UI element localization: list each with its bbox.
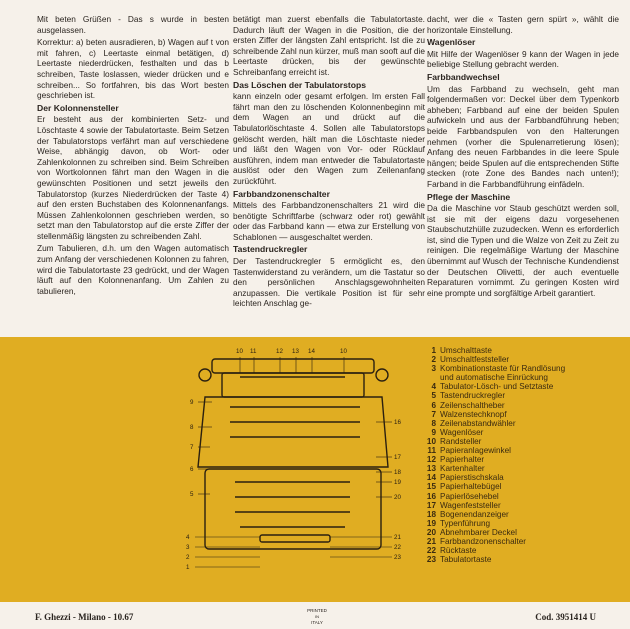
typewriter-outline (198, 359, 388, 549)
legend-item: 8 Zeilenabstandwähler (431, 418, 516, 428)
legend-item: 16 Papierlösehebel (426, 491, 499, 501)
paragraph: Um das Farbband zu wechseln, geht man folgendermaßen vor: Deckel über dem Typenkorb abheben; Farbband auf eine der beiden Spulen aufwickeln und aus der Farbbandführung heben; beide Farbbandspulen von den Halterungen nehmen (vorher die Spulenarretierung lösen); Anfang des neuen Farbbandes in die leere Spule hängen; beide Spulen auf die entsprechenden Stifte stecken (rote Zone des Bandes nach unten!); Farband in die Farbbandführung einfädeln. (427, 83, 619, 189)
legend-item: 23 Tabulatortaste (426, 555, 492, 565)
legend-item: 20 Abnehmbarer Deckel (426, 527, 517, 537)
callout-top-3: 12 (276, 348, 283, 355)
paragraph: dacht, wer die « Tasten gern spürt », wählt die horizontale Einstellung. (427, 14, 619, 35)
text-column-1 (37, 14, 229, 298)
paragraph: kann einzeln oder gesamt erfolgen. Im ersten Fall fährt man den zu löschenden Kolonnenbeginn mit dem Wagen an und drückt auf die Tabulatorlöschtaste 4. Sollen alle Tabulatorstops gelöscht werden, hält man die Löschtaste nieder und läßt den Wagen von Vor- oder Rücklauf ausführen, indem man entweder die Tabulatortaste auslöst oder den Wagen zum Zeilenanfang zurückführt. (233, 91, 425, 186)
legend-item: 19 Typenführung (426, 518, 491, 528)
typewriter-diagram (0, 337, 420, 602)
section-heading: Pflege der Maschine (427, 191, 511, 202)
text-column-3 (427, 14, 619, 300)
legend-item: 4 Tabulator-Lösch- und Setztaste (431, 382, 554, 392)
callout-right-3: 18 (394, 469, 401, 476)
legend-item: 9 Wagenlöser (431, 427, 484, 437)
callout-top-4: 13 (292, 348, 299, 355)
callout-bottom-right-1: 21 (394, 534, 401, 541)
text-column-2 (233, 14, 425, 311)
callout-left-5: 5 (190, 491, 194, 498)
legend-item: 11 Papieranlagewinkel (427, 446, 512, 456)
paragraph: Mit beten Grüßen - Das s wurde in besten ausgelassen. (37, 14, 229, 35)
stamp-text-top: PRINTED (307, 608, 327, 613)
section-heading: Farbbandzonenschalter (233, 188, 330, 199)
callout-top-5: 14 (308, 348, 315, 355)
legend-item (422, 564, 565, 573)
callout-right-2: 17 (394, 454, 401, 461)
callout-bottom-left-4: 1 (186, 564, 190, 571)
legend-item: 10 Randsteller (426, 436, 482, 446)
callout-bottom-right-2: 22 (394, 544, 401, 551)
section-heading: Tastendruckregler (233, 244, 308, 255)
callout-bottom-right-3: 23 (394, 554, 401, 561)
diagram-panel (0, 337, 630, 602)
parts-legend (422, 346, 565, 573)
paragraph: Da die Maschine vor Staub geschützt werden soll, ist sie mit der eigens dazu vorgesehenen Staubschutzhülle zuzudecken. Wenn es erforderlich ist, sind die Typen und die Walze von Zeit zu Zeit zu reinigen. Die regelmäßige Wartung der Maschine übernimmt auf Wusch der Technische Kundendienst der Deutschen Olivetti, der auch eventuelle Reparaturen vornimmt. Zu geringen Kosten wird eine prompte und sorgfältige Arbeit garantiert. (427, 203, 619, 298)
legend-item: 3 Kombinationstaste für Randlösung (431, 364, 566, 374)
legend-item: 22 Rücktaste (426, 546, 477, 556)
callout-right-5: 20 (394, 494, 401, 501)
diagram-numbers (186, 348, 401, 571)
callout-left-2: 8 (190, 424, 194, 431)
legend-item: 12 Papierhalter (426, 455, 485, 465)
callout-top-1: 10 (236, 348, 243, 355)
footer (0, 602, 630, 629)
stamp-text-mid: IN (315, 614, 319, 619)
callout-left-4: 6 (190, 466, 194, 473)
paragraph: betätigt man zuerst ebenfalls die Tabulatortaste. Dadurch läuft der Wagen in die Position, die der ersten Ziffer der längsten Zahl entspricht. Ist die zu schreibende Zahl nun kürzer, muß man sooft auf die Leertaste drücken, bis der gewünschte Schreibanfang erreicht ist. (233, 14, 425, 77)
paragraph: Er besteht aus der kombinierten Setz- und Löschtaste 4 sowie der Tabulatortaste. Beim Setzen der Tabulatorstops verfährt man auf verschiedene Weise, abhängig davon, ob Wort- oder Zahlenkolonnen zu schreiben sind. Beim Schreiben von Wortkolonnen fährt man den Wagen in die gewünschten Positionen und setzt jeweils den Tabulatorstop (kurzes Niederdrücken der Taste 4) auf den ersten Buchstaben des Kolonnenanfangs. Müssen Zahlenkolonnen geschrieben werden, so setzt man den Tabulatorstop auf die erste Ziffer der stellenmäßig längsten zu schreibenden Zahl. (37, 114, 229, 241)
callout-bottom-left-2: 3 (186, 544, 190, 551)
callout-top-6: 10 (340, 348, 347, 355)
section-heading: Das Löschen der Tabulatorstops (233, 79, 367, 90)
printer-credit: F. Ghezzi - Milano - 10.67 (35, 612, 134, 622)
callout-left-1: 9 (190, 399, 194, 406)
callout-bottom-left-3: 2 (186, 554, 190, 561)
legend-item: 15 Papierhaltebügel (426, 482, 502, 492)
section-heading: Der Kolonnensteller (37, 102, 119, 113)
callout-bottom-left-1: 4 (186, 534, 190, 541)
legend-item: 6 Zeilenschaltheber (431, 400, 505, 410)
legend-item: 18 Bogenendanzeiger (426, 509, 509, 519)
legend-item: 1 Umschalttaste (431, 346, 492, 355)
document-code: Cod. 3951414 U (535, 612, 596, 622)
stamp-text-bottom: ITALY (311, 620, 323, 625)
legend-item: 7 Walzenstechknopf (431, 409, 507, 419)
section-heading: Farbbandwechsel (427, 71, 500, 82)
paragraph: Mittels des Farbbandzonenschalters 21 wird die benötigte Schriftfarbe (schwarz oder rot) gewählt oder das Farbband kann — etwa zur Erstellung von Schablonen — ausgeschaltet werden. (233, 200, 425, 242)
callout-top-2: 11 (250, 348, 257, 355)
legend-item: 2 Umschaltfeststeller (431, 355, 510, 365)
section-heading: Wagenlöser (427, 37, 476, 48)
legend-item: 21 Farbbandzonenschalter (426, 536, 527, 546)
legend-item: 13 Kartenhalter (426, 464, 485, 474)
paragraph: Der Tastendruckregler 5 ermöglicht es, den Tastenwiderstand zu verändern, um die Tastatur so den persönlichen Anschlagsgewohnheiten anzupassen. Die vertikale Position ist für sehr leichten Anschlag ge- (233, 256, 425, 309)
legend-item: 5 Tastendruckregler (431, 391, 506, 401)
legend-item: 17 Wagenfeststeller (426, 500, 501, 510)
legend-item: und automatische Einrückung (440, 373, 548, 383)
printed-in-italy-stamp (298, 604, 336, 628)
paragraph: Zum Tabulieren, d.h. um den Wagen automatisch zum Anfang der verschiedenen Kolonnen zu fahren, wird die Tabulatortaste 23 gedrückt, und der Wagen läuft auf den Kolonnenanfang. Um Zahlen zu tabulieren, (37, 243, 229, 296)
callout-right-4: 19 (394, 479, 401, 486)
legend-item: 14 Papierstischskala (426, 473, 504, 483)
paragraph: Korrektur: a) beten ausradieren, b) Wagen auf t von mit fahren, c) Leertaste einmal betätigen, d) Leertaste niederdrücken, festhalten und das b schreiben, Taste loslassen, wieder drücken und e schreiben... So fortfahren, bis das Wort besten geschrieben ist. (37, 37, 229, 101)
callout-right-1: 16 (394, 419, 401, 426)
paragraph: Mit Hilfe der Wagenlöser 9 kann der Wagen in jede beliebige Stellung gebracht werden. (427, 48, 619, 70)
callout-left-3: 7 (190, 444, 194, 451)
